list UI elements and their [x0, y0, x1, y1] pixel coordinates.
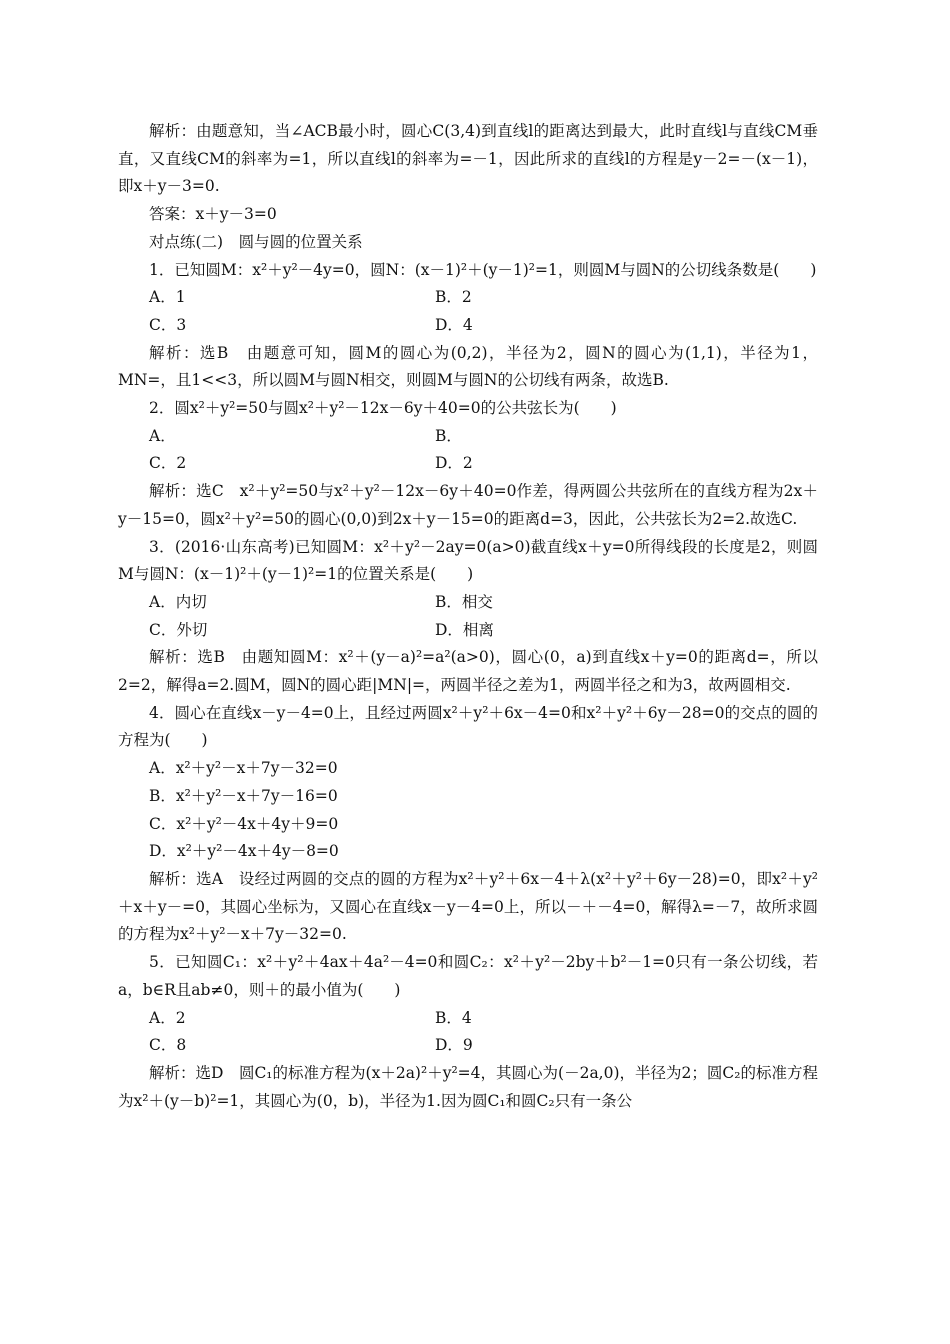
q1-options-row-1: [118, 284, 818, 312]
q3-solution: 解析：选B 由题知圆M：x²＋(y－a)²=a²(a>0)，圆心(0，a)到直线x＋y=0的距离d=，所以2=2，解得a=2.圆M，圆N的圆心距|MN|=，两圆半径之差为1，两圆半径之和为3，故两圆相交.: [118, 648, 818, 695]
q3-option-a: A．内切: [149, 592, 207, 611]
q3-options-row-1: [118, 589, 818, 617]
q4-option-b: B．x²＋y²－x＋7y－16=0: [149, 786, 338, 805]
q2-option-c: C．2: [149, 454, 187, 473]
q2-options-row-2: [118, 450, 818, 478]
q1-option-b: B．2: [435, 288, 472, 307]
q2-stem: 2．圆x²＋y²=50与圆x²＋y²－12x－6y＋40=0的公共弦长为( ): [149, 399, 617, 418]
document-page: [118, 118, 818, 1115]
q2-option-d: D．2: [435, 454, 473, 473]
q2-options-row-1: [118, 423, 818, 451]
q1-solution: 解析：选B 由题意可知，圆M的圆心为(0,2)，半径为2，圆N的圆心为(1,1)，半径为1，MN=，且1<<3，所以圆M与圆N相交，则圆M与圆N的公切线有两条，故选B.: [118, 343, 818, 390]
q2-solution: 解析：选C x²＋y²=50与x²＋y²－12x－6y＋40=0作差，得两圆公共弦所在的直线方程为2x＋y－15=0，圆x²＋y²=50的圆心(0,0)到2x＋y－15=0的距离d=3，因此，公共弦长为2=2.故选C.: [118, 482, 818, 528]
q1-options-row-2: [118, 312, 818, 340]
q1-option-c: C．3: [149, 315, 187, 334]
q5-option-d: D．9: [435, 1036, 473, 1055]
q3-options-row-2: [118, 617, 818, 645]
q4-option-c: C．x²＋y²－4x＋4y＋9=0: [149, 814, 339, 833]
q3-option-c: C．外切: [149, 620, 208, 639]
q3-option-b: B．相交: [435, 592, 493, 611]
q5-solution: 解析：选D 圆C₁的标准方程为(x＋2a)²＋y²=4，其圆心为(－2a,0)，半径为2；圆C₂的标准方程为x²＋(y－b)²=1，其圆心为(0，b)，半径为1.因为圆C₁和圆C₂只有一条公: [118, 1063, 818, 1110]
q2-option-b: B．: [435, 426, 462, 445]
q1-option-a: A．1: [149, 288, 186, 307]
q1-stem: 1．已知圆M：x²＋y²－4y=0，圆N：(x－1)²＋(y－1)²=1，则圆M与圆N的公切线条数是( ): [149, 260, 817, 279]
q5-option-b: B．4: [435, 1008, 472, 1027]
q3-option-d: D．相离: [435, 620, 494, 639]
q4-solution: 解析：选A 设经过两圆的交点的圆的方程为x²＋y²＋6x－4＋λ(x²＋y²＋6y－28)=0，即x²＋y²＋x＋y－=0，其圆心坐标为，又圆心在直线x－y－4=0上，所以－＋－4=0，解得λ=－7，故所求圆的方程为x²＋y²－x＋7y－32=0.: [118, 869, 818, 944]
q4-stem: 4．圆心在直线x－y－4=0上，且经过两圆x²＋y²＋6x－4=0和x²＋y²＋6y－28=0的交点的圆的方程为( ): [118, 703, 818, 750]
intro-answer: 答案：x＋y－3=0: [149, 205, 277, 224]
q4-option-d: D．x²＋y²－4x＋4y－8=0: [149, 842, 339, 861]
q2-option-a: A．: [149, 426, 176, 445]
q5-option-c: C．8: [149, 1036, 187, 1055]
q3-stem: 3．(2016·山东高考)已知圆M：x²＋y²－2ay=0(a>0)截直线x＋y=0所得线段的长度是2，则圆M与圆N：(x－1)²＋(y－1)²=1的位置关系是( ): [118, 537, 818, 584]
intro-solution: 解析：由题意知，当∠ACB最小时，圆心C(3,4)到直线l的距离达到最大，此时直线l与直线CM垂直，又直线CM的斜率为=1，所以直线l的斜率为=－1，因此所求的直线l的方程是y－2=－(x－1)，即x＋y－3=0.: [118, 122, 818, 196]
q5-options-row-2: [118, 1032, 818, 1060]
q5-option-a: A．2: [149, 1008, 186, 1027]
section-title: 对点练(二) 圆与圆的位置关系: [149, 232, 363, 251]
q1-option-d: D．4: [435, 315, 473, 334]
q5-stem: 5．已知圆C₁：x²＋y²＋4ax＋4a²－4=0和圆C₂：x²＋y²－2by＋b²－1=0只有一条公切线，若a，b∈R且ab≠0，则＋的最小值为( ): [118, 953, 818, 999]
q4-option-a: A．x²＋y²－x＋7y－32=0: [149, 759, 338, 778]
q5-options-row-1: [118, 1005, 818, 1033]
